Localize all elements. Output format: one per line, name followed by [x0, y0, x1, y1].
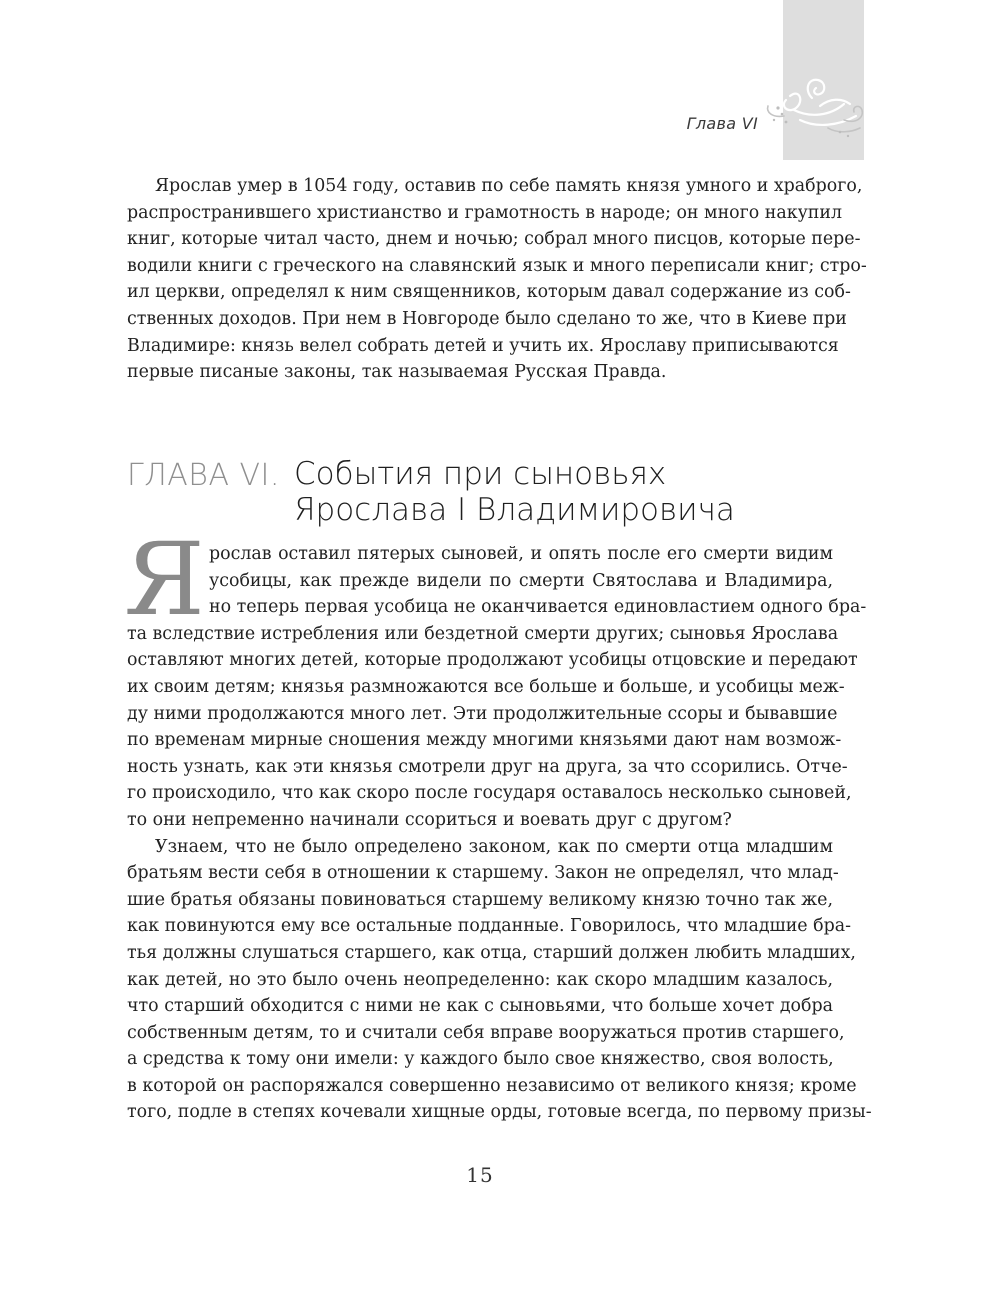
text-line: Узнаем, что не было определено законом, как по смерти отца младшим	[155, 836, 833, 857]
text-line: го происходило, что как скоро после государя оставалось несколько сыновей,	[127, 783, 852, 804]
text-line: то они непременно начинали ссориться и воевать друг с другом?	[127, 809, 732, 830]
text-line: та вследствие истребления или бездетной смерти других; сыновья Ярослава	[127, 623, 839, 644]
text-line: первые писаные законы, так называемая Русская Правда.	[127, 362, 667, 383]
text-line: того, подле в степях кочевали хищные орды, готовые всегда, по первому призы-	[127, 1102, 872, 1123]
text-line: распространившего христианство и грамотность в народе; он много накупил	[127, 202, 843, 223]
chapter-title-line-1: События при сыновьях	[294, 456, 667, 492]
text-line: как повинуются ему все остальные подданные. Говорилось, что младшие бра-	[127, 916, 851, 937]
text-line: усобицы, как прежде видели по смерти Святослава и Владимира,	[209, 570, 833, 591]
text-line: по временам мирные сношения между многими князьями дают нам возмож-	[127, 730, 842, 751]
text-line: книг, которые читал часто, днем и ночью; собрал много писцов, которые пере-	[127, 229, 861, 250]
text-line: но теперь первая усобица не оканчивается единовластием одного бра-	[209, 597, 867, 618]
chapter-title-line-2: Ярослава I Владимировича	[294, 492, 735, 528]
text-line: водили книги с греческого на славянский язык и много переписали книг; стро-	[127, 255, 867, 276]
text-line: в которой он распоряжался совершенно независимо от великого князя; кроме	[127, 1075, 857, 1096]
page-number: 15	[466, 1163, 494, 1187]
text-line: их своим детям; князья размножаются все больше и больше, и усобицы меж-	[127, 676, 845, 697]
text-line: оставляют многих детей, которые продолжают усобицы отцовские и передают	[127, 650, 858, 671]
text-line: ственных доходов. При нем в Новгороде было сделано то же, что в Киеве при	[127, 308, 847, 329]
text-line: Ярослав умер в 1054 году, оставив по себе память князя умного и храброго,	[155, 176, 863, 196]
text-line: шие братья обязаны повиноваться старшему великому князю точно так же,	[127, 889, 833, 910]
text-line: тья должны слушаться старшего, как отца, старший должен любить младших,	[127, 942, 856, 963]
text-line: ду ними продолжаются много лет. Эти продолжительные ссоры и бывавшие	[127, 703, 838, 724]
text-line: рослав оставил пятерых сыновей, и опять после его смерти видим	[209, 544, 833, 564]
chapter-label: ГЛАВА VI.	[127, 458, 280, 493]
text-line: ность узнать, как эти князья смотрели друг на друга, за что ссорились. Отче-	[127, 756, 848, 777]
intro-paragraph	[127, 173, 867, 386]
flourish-ornament-icon	[760, 58, 870, 144]
text-line: братьям вести себя в отношении к старшему. Закон не определял, что млад-	[127, 863, 839, 884]
text-line: а средства к тому они имели: у каждого было свое княжество, своя волость,	[127, 1049, 834, 1070]
running-head: Глава VI	[686, 114, 758, 133]
text-line: как детей, но это было очень неопределенно: как скоро младшим казалось,	[127, 969, 833, 990]
chapter-body	[127, 541, 872, 1126]
drop-cap: Я	[124, 521, 205, 638]
text-line: что старший обходится с ними не как с сыновьями, что больше хочет добра	[127, 996, 833, 1017]
text-line: ил церкви, определял к ним священников, которым давал содержание из соб-	[127, 282, 851, 303]
text-line: собственным детям, то и считали себя вправе вооружаться против старшего,	[127, 1022, 845, 1043]
text-line: Владимире: князь велел собрать детей и учить их. Ярославу приписываются	[127, 335, 839, 356]
